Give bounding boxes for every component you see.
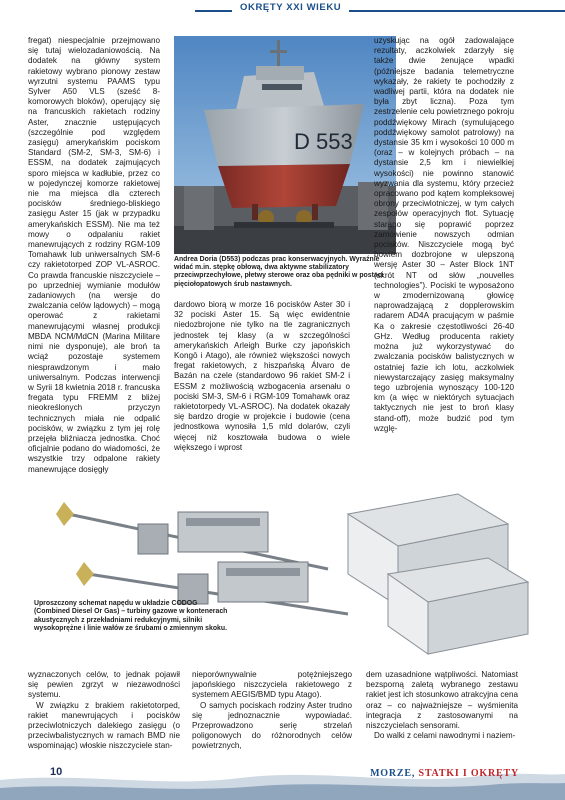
brand-part-b: STATKI I OKRĘTY bbox=[418, 768, 519, 779]
hull-number: D 553 bbox=[294, 129, 353, 154]
paragraph: wyznaczonych celów, to jednak pojawił się pewien zgrzyt w niezawodności systemu. bbox=[28, 670, 180, 700]
column-left-top bbox=[28, 36, 160, 475]
column-right-bottom bbox=[366, 670, 518, 741]
page-footer bbox=[0, 762, 565, 800]
brand-part-a: MORZE, bbox=[370, 768, 419, 779]
column-left-bottom bbox=[28, 670, 180, 752]
column-right-top bbox=[374, 36, 514, 434]
paragraph: W związku z brakiem rakietotorped, rakiet manewrujących i pocisków przeciwlotniczych dalekiego zasięgu (o przeciwbalistycznych w ramach BMD nie wspominając) włoskie niszczyciele stan- bbox=[28, 700, 180, 751]
diagram-caption: Uproszczony schemat napędu w układzie CODOG (Combined Diesel Or Gas) – turbiny gazowe w kontenerach akustycznych z przekładniami redukcyjnymi, silniki wysokoprężne i linie wałów ze śrubami o zmiennym skoku. bbox=[34, 600, 228, 632]
column-middle-top bbox=[174, 300, 350, 453]
column-middle-bottom bbox=[192, 670, 352, 752]
page-number: 10 bbox=[50, 766, 63, 778]
paragraph: fregat) niespecjalnie przejmowano się tutaj wielozadaniowością. Na dodatek na główny system rakietowy wybrano pionowy zestaw wyrzutni systemu PAAMS typu Sylver A50 VLS (sześć 8-komorowych bloków), operujący się na francuskich rakietach rodziny Aster, znacznie ustępujących (szczególnie pod względem zasięgu) amerykańskim pociskom Standard (SM-2, SM-3, SM-6) i ESSM, na dodatek zajmujących sporo miejsca w kadłubie, przez co w pojedynczej komorze rakietowej nie ma miejsca dla czterech pocisków średniego-bliskiego zasięgu Aster 15 (jak w przypadku amerykańskich ESSM). Nie ma też mowy o odpalaniu rakiet manewrujących z rodziny RGM-109 Tomahawk lub uniwersalnych SM-6 czy rakietotorped ZOP VL-ASROC. Co prawda francuskie niszczyciele – po uprzedniej wymianie modułów zadaniowych (na wersje do zwalczania celów lądowych) – mogą operować z rakietami manewrującymi własnej produkcji MBDA NCM/MdCN (Marina Militare nimi nie dysponuje), ale broń ta wciąż pozostaje systemem niesprawdzonym i mało uniwersalnym. Podczas interwencji w Syrii 18 kwietnia 2018 r. francuska fregata typu FREMM z bliżej nieokreślonych przyczyn technicznych miała nie odpalić pocisków, w związku z tym jej rolę przejęła bliźniacza jednostka. Choć oficjalnie podano do wiadomości, że wszystkie trzy odpalone rakiety manewrujące dosięgły bbox=[28, 36, 160, 474]
propulsion-illustration bbox=[28, 474, 538, 664]
page-header bbox=[0, 0, 565, 22]
codog-diagram bbox=[28, 474, 538, 664]
ship-photo bbox=[174, 36, 396, 254]
paragraph: uzyskując na ogół zadowalające rezultaty, aczkolwiek zdarzyły się także dwie żenujące wpadki (późniejsze badania telemetryczne wykazały, że rakiety te pochodziły z wadliwej partii, która na dodatek nie była zbyt liczna). Poza tym zestrzelenie celu powietrznego pokroju poddźwiękowy Mirach (symulującego poddźwiękowy samolot patrolowy) na dystansie 35 km i wysokości 10 000 m (oraz – w kolejnych próbach – na dystansie 2,5 km i niewielkiej wysokości) nie powinno stanowić wyzwania dla systemu, który przecież opracowano pod kątem kompleksowej obrony przeciwlotniczej, w tym całych zespołów operacyjnych flot. Sytuację starano się poprawić poprzez zamówienie nowszych odmian pocisków. Niszczyciele mogą być bowiem dozbrojone w ulepszoną wersję Aster 30 – Aster Block 1NT (skrót NT od słów „nouvelles technologies”). Pociski te wyposażono w zmodernizowaną głowicę naprowadzającą z dopplerowskim radarem AD4A pracującym w paśmie Ka o zakresie częstotliwości 26-40 GHz. Według producenta rakiety można już wykorzystywać do zwalczania pocisków balistycznych w ostatniej fazie ich lotu, aczkolwiek niewystarczający zasięg maksymalny tego uzbrojenia wynoszący 100-120 km (a więc w niektórych sytuacjach taktycznych nie jest to broń klasy stand-off), może budzić pod tym wzglę- bbox=[374, 36, 515, 433]
paragraph: nieporównywalnie potężniejszego japońskiego niszczyciela rakietowego z systemem AEGIS/BMD typu Atago). bbox=[192, 670, 352, 700]
ship-drydock-illustration bbox=[174, 36, 396, 254]
section-title: OKRĘTY XXI WIEKU bbox=[232, 2, 349, 13]
paragraph: O samych pociskach rodziny Aster trudno się jednoznacznie wypowiadać. Przeprowadzono serię strzelań poligonowych do różnorodnych celów powietrznych, bbox=[192, 700, 352, 751]
paragraph: dem uzasadnione wątpliwości. Natomiast bezsporną zaletą wybranego zestawu rakiet jest ich stosunkowo atrakcyjna cena oraz – co najważniejsze – wyśmienita integracja z zastosowanymi na niszczycielach sensorami. bbox=[366, 670, 518, 731]
paragraph: dardowo biorą w morze 16 pocisków Aster 30 i 32 pociski Aster 15. Są więc ewidentnie niedozbrojone nie tylko na tle zagranicznych jednostek tej klasy (a w szczególności amerykańskich Arleigh Burke czy japońskich Kongō i Atago), ale również większości nowych fregat rakietowych, z hiszpańską Álvaro de Bazán na czele (standardowo 96 rakiet SM-2 i ESSM z możliwością wzbogacenia arsenału o pociski SM-3, SM-6 i RGM-109 Tomahawk oraz rakietotorpedy VL-ASROC). Na dodatek okazały się bardzo drogie w projekcie i budowie (cena jednostkowa wynosiła 1,5 mld dolarów, czyli więcej niż kosztowała budowa o wiele większego i wprost bbox=[174, 300, 350, 452]
magazine-brand bbox=[370, 768, 519, 779]
photo-caption: Andrea Doria (D553) podczas prac konserwacyjnych. Wyraźnie widać m.in. stępkę obłową, dwa aktywne stabilizatory przeciwprzechyłowe, płetwy sterowe oraz oba pędniki w postaci pięciołopatowych śrub nastawnych. bbox=[174, 256, 384, 288]
paragraph: Do walki z celami nawodnymi i naziem- bbox=[374, 731, 516, 741]
